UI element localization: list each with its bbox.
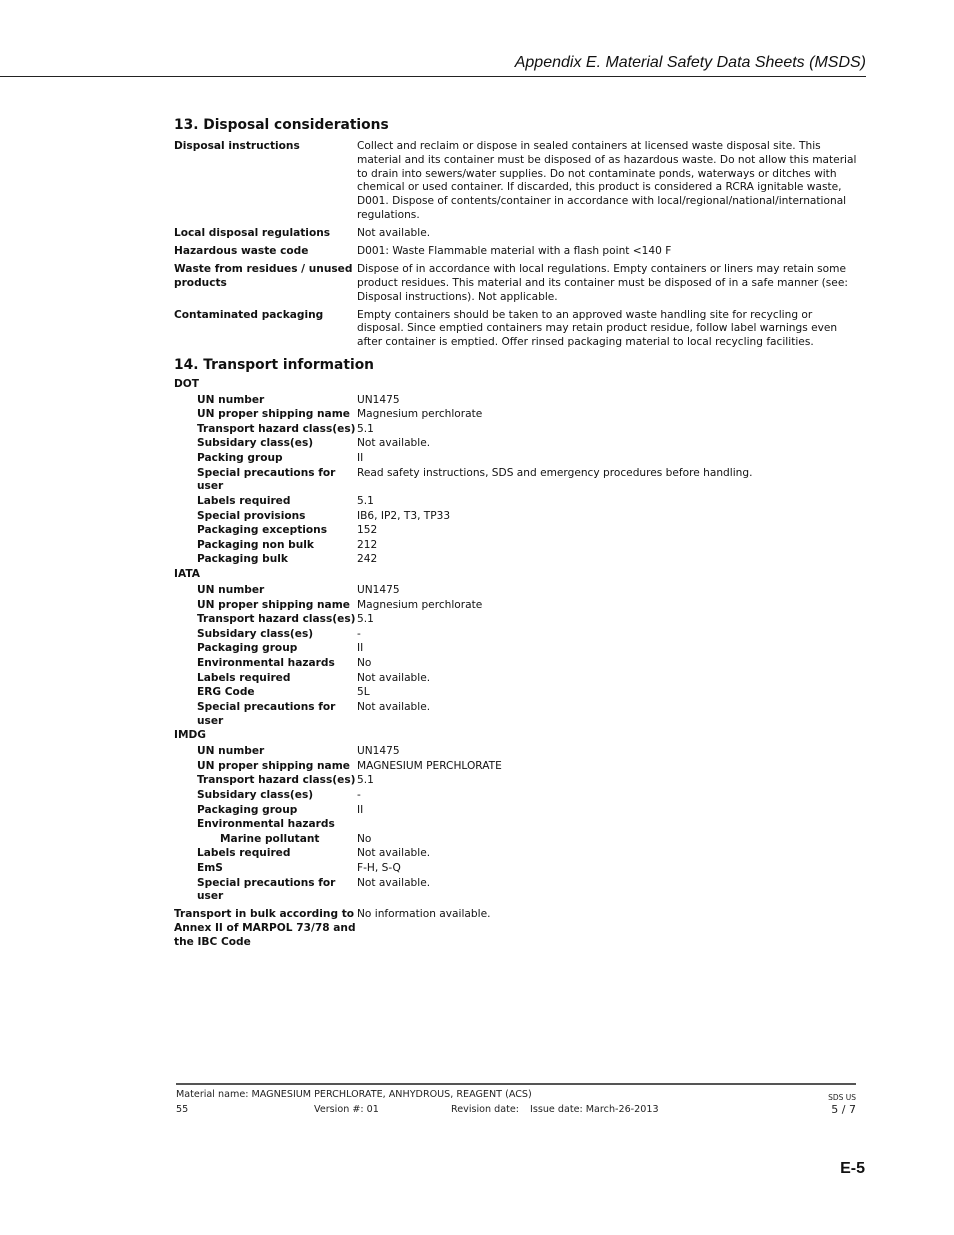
transport-value: 5.1 bbox=[357, 422, 374, 435]
disposal-row bbox=[174, 140, 858, 223]
transport-value: Not available. bbox=[357, 671, 431, 684]
transport-row bbox=[174, 833, 858, 847]
section-14-title: 14. Transport information bbox=[174, 356, 374, 373]
transport-label: UN number bbox=[197, 584, 265, 597]
footer-row-top bbox=[176, 1088, 856, 1103]
transport-label: ERG Code bbox=[197, 686, 255, 699]
disposal-value: Empty containers should be taken to an approved waste handling site for recycling or disposal. Since emptied containers may retain product residue, follow label warnings even after container is emptied. Offer rinsed packaging material to local recycling facilities. bbox=[357, 308, 838, 349]
transport-value: No bbox=[357, 832, 372, 845]
running-header-title: Appendix E. Material Safety Data Sheets (MSDS) bbox=[514, 54, 866, 71]
transport-row bbox=[174, 745, 858, 759]
disposal-row bbox=[174, 309, 858, 350]
transport-label: Packaging bulk bbox=[197, 553, 288, 566]
iata-table bbox=[174, 584, 858, 728]
disposal-label: Hazardous waste code bbox=[174, 244, 309, 257]
transport-value: Not available. bbox=[357, 437, 431, 450]
transport-row bbox=[174, 408, 858, 422]
disposal-row bbox=[174, 263, 858, 304]
transport-row bbox=[174, 642, 858, 656]
bulk-transport-row bbox=[174, 908, 858, 949]
disposal-value: Collect and reclaim or dispose in sealed containers at licensed waste disposal site. This material and its container must be disposed of as hazardous waste. Do not allow this material to drain into sewers/water supplies. Do not contaminate ponds, waterways or ditches with chemical or used container. If discarded, this product is considered a RCRA ignitable waste, D001. Dispose of contents/container in accordance with local/regional/national/international regulations. bbox=[357, 140, 857, 221]
transport-label: UN proper shipping name bbox=[197, 759, 350, 772]
transport-value: 152 bbox=[357, 524, 378, 537]
transport-row bbox=[174, 584, 858, 598]
transport-value: II bbox=[357, 642, 364, 655]
transport-value: Read safety instructions, SDS and emergency procedures before handling. bbox=[357, 466, 753, 479]
transport-row bbox=[174, 657, 858, 671]
transport-row bbox=[174, 495, 858, 509]
section-13-title: 13. Disposal considerations bbox=[174, 117, 389, 133]
disposal-value: D001: Waste Flammable material with a flash point <140 F bbox=[357, 244, 672, 257]
transport-value: UN1475 bbox=[357, 393, 400, 406]
page-identifier: E-5 bbox=[840, 1160, 865, 1177]
disposal-row bbox=[174, 227, 858, 241]
dot-heading: DOT bbox=[174, 377, 200, 390]
transport-value: UN1475 bbox=[357, 745, 400, 758]
transport-row bbox=[174, 686, 858, 700]
transport-value: Not available. bbox=[357, 847, 431, 860]
transport-row bbox=[174, 423, 858, 437]
imdg-heading: IMDG bbox=[174, 729, 206, 742]
bulk-transport-label: Transport in bulk according to Annex II of MARPOL 73/78 and the IBC Code bbox=[174, 908, 356, 948]
transport-row bbox=[174, 804, 858, 818]
transport-label: UN proper shipping name bbox=[197, 408, 350, 421]
transport-label: Subsidary class(es) bbox=[197, 627, 314, 640]
transport-value: No bbox=[357, 657, 372, 669]
transport-row bbox=[174, 510, 858, 524]
transport-value: 242 bbox=[357, 553, 378, 566]
transport-value: Magnesium perchlorate bbox=[357, 598, 483, 611]
header-rule bbox=[0, 76, 866, 77]
imdg-table bbox=[174, 745, 858, 904]
sds-footer bbox=[176, 1083, 856, 1118]
transport-label: Transport hazard class(es) bbox=[197, 613, 356, 626]
transport-value: Not available. bbox=[357, 876, 431, 889]
transport-row bbox=[174, 599, 858, 613]
transport-label: UN proper shipping name bbox=[197, 598, 350, 611]
transport-label: Environmental hazards bbox=[197, 818, 335, 831]
transport-label: Packaging non bulk bbox=[197, 538, 314, 551]
transport-label: Marine pollutant bbox=[220, 832, 320, 845]
transport-row bbox=[174, 701, 858, 729]
transport-row bbox=[174, 760, 858, 774]
transport-label: Subsidary class(es) bbox=[197, 788, 314, 801]
transport-row bbox=[174, 539, 858, 553]
footer-doc-number: 55 bbox=[176, 1104, 189, 1115]
disposal-label: Contaminated packaging bbox=[174, 308, 324, 321]
transport-value: MAGNESIUM PERCHLORATE bbox=[357, 759, 502, 772]
transport-value: 212 bbox=[357, 538, 378, 551]
transport-value: Magnesium perchlorate bbox=[357, 408, 483, 421]
transport-label: UN number bbox=[197, 745, 265, 758]
transport-label: UN number bbox=[197, 393, 265, 406]
transport-row bbox=[174, 847, 858, 861]
transport-value: IB6, IP2, T3, TP33 bbox=[357, 509, 451, 522]
transport-row bbox=[174, 452, 858, 466]
transport-value: F-H, S-Q bbox=[357, 861, 401, 874]
transport-row bbox=[174, 672, 858, 686]
transport-value: UN1475 bbox=[357, 584, 400, 597]
bulk-transport-value: No information available. bbox=[357, 908, 491, 921]
transport-label: Special precautions for user bbox=[197, 466, 336, 493]
transport-label: Packaging exceptions bbox=[197, 524, 328, 537]
transport-value bbox=[357, 818, 858, 832]
document-body bbox=[174, 116, 858, 950]
footer-revision-date: Revision date: bbox=[451, 1104, 520, 1115]
transport-label: Labels required bbox=[197, 495, 291, 508]
transport-row bbox=[174, 524, 858, 538]
transport-label: Subsidary class(es) bbox=[197, 437, 314, 450]
footer-material-name: Material name: MAGNESIUM PERCHLORATE, ANHYDROUS, REAGENT (ACS) bbox=[176, 1089, 532, 1100]
transport-label: Special precautions for user bbox=[197, 876, 336, 903]
footer-version: Version #: 01 bbox=[314, 1104, 379, 1115]
disposal-row bbox=[174, 245, 858, 259]
transport-value: 5.1 bbox=[357, 774, 374, 787]
transport-label: Packing group bbox=[197, 452, 283, 465]
transport-label: Special precautions for user bbox=[197, 700, 336, 727]
transport-value: 5.1 bbox=[357, 495, 374, 508]
transport-label: EmS bbox=[197, 861, 223, 874]
transport-row bbox=[174, 862, 858, 876]
transport-row bbox=[174, 877, 858, 905]
disposal-label: Local disposal regulations bbox=[174, 226, 331, 239]
disposal-value: Not available. bbox=[357, 226, 431, 239]
transport-label: Special provisions bbox=[197, 509, 306, 522]
transport-value: 5.1 bbox=[357, 613, 374, 626]
transport-label: Packaging group bbox=[197, 642, 298, 655]
transport-value: II bbox=[357, 452, 364, 465]
footer-issue-date: Issue date: March-26-2013 bbox=[530, 1104, 659, 1115]
transport-row bbox=[174, 789, 858, 803]
iata-heading: IATA bbox=[174, 568, 200, 581]
transport-label: Labels required bbox=[197, 847, 291, 860]
disposal-value: Dispose of in accordance with local regulations. Empty containers or liners may retain some product residues. This material and its container must be disposed of in a safe manner (see: Disposal instructions). Not applicable. bbox=[357, 262, 848, 303]
transport-label: Environmental hazards bbox=[197, 657, 335, 669]
disposal-table bbox=[174, 140, 858, 350]
transport-row bbox=[174, 774, 858, 788]
transport-label: Transport hazard class(es) bbox=[197, 774, 356, 787]
transport-value: Not available. bbox=[357, 700, 431, 713]
transport-row bbox=[174, 818, 858, 832]
transport-value: 5L bbox=[357, 686, 370, 699]
transport-row bbox=[174, 467, 858, 495]
transport-row bbox=[174, 394, 858, 408]
transport-label: Labels required bbox=[197, 671, 291, 684]
footer-page-number: 5 / 7 bbox=[831, 1103, 856, 1116]
transport-value: - bbox=[357, 788, 361, 801]
disposal-label: Disposal instructions bbox=[174, 140, 300, 152]
transport-row bbox=[174, 613, 858, 627]
transport-value: - bbox=[357, 627, 361, 640]
transport-label: Packaging group bbox=[197, 803, 298, 816]
transport-row bbox=[174, 553, 858, 567]
disposal-label: Waste from residues / unused products bbox=[174, 262, 353, 289]
transport-label: Transport hazard class(es) bbox=[197, 422, 356, 435]
transport-row bbox=[174, 437, 858, 451]
footer-row-bottom bbox=[176, 1103, 856, 1118]
footer-sds-region: SDS US bbox=[828, 1093, 856, 1102]
transport-row bbox=[174, 628, 858, 642]
dot-table bbox=[174, 394, 858, 568]
transport-value: II bbox=[357, 803, 364, 816]
